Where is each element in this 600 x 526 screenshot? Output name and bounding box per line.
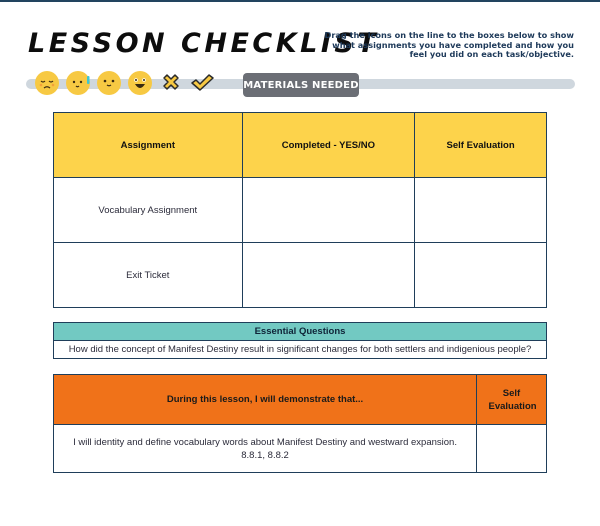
demonstration-table [53,374,547,473]
completed-drop-cell[interactable] [242,243,415,308]
header-self-evaluation-label: Self Evaluation [488,387,537,412]
table-header-row [54,113,547,178]
nervous-sweat-face-icon[interactable] [66,71,90,95]
check-mark-icon[interactable] [190,71,214,95]
assignment-cell: Exit Ticket [54,243,243,308]
table-row [54,243,547,308]
essential-questions-header: Essential Questions [54,323,547,341]
sad-face-icon[interactable] [35,71,59,95]
header-self-evaluation: Self Evaluation [415,113,547,178]
header-completed: Completed - YES/NO [242,113,415,178]
assignment-cell: Vocabulary Assignment [54,178,243,243]
completed-drop-cell[interactable] [242,178,415,243]
neutral-smile-face-icon[interactable] [97,71,121,95]
assignments-table [53,112,547,308]
materials-needed-button[interactable]: MATERIALS NEEDED [243,73,359,97]
top-border-rule [0,0,600,2]
table-row [54,425,547,473]
page-title: LESSON CHECKLIST [28,28,380,59]
self-evaluation-drop-cell[interactable] [477,425,547,473]
essential-question-text: How did the concept of Manifest Destiny result in significant changes for both settlers and indigenious people? [54,341,547,359]
self-evaluation-drop-cell[interactable] [415,178,547,243]
header-demonstrate: During this lesson, I will demonstrate that... [54,375,477,425]
header-self-evaluation [477,375,547,425]
self-evaluation-drop-cell[interactable] [415,243,547,308]
objective-cell: I will identity and define vocabulary words about Manifest Destiny and westward expansion. 8.8.1, 8.8.2 [54,425,477,473]
essential-questions-table [53,322,547,359]
happy-laughing-face-icon[interactable] [128,71,152,95]
draggable-icon-row [35,71,214,95]
x-mark-icon[interactable] [159,71,183,95]
header-assignment: Assignment [54,113,243,178]
table-row [54,178,547,243]
table-header-row [54,375,547,425]
drag-instructions: Drag the icons on the line to the boxes below to show what assignments you have completed and how you feel you did on each task/objective. [324,30,574,60]
